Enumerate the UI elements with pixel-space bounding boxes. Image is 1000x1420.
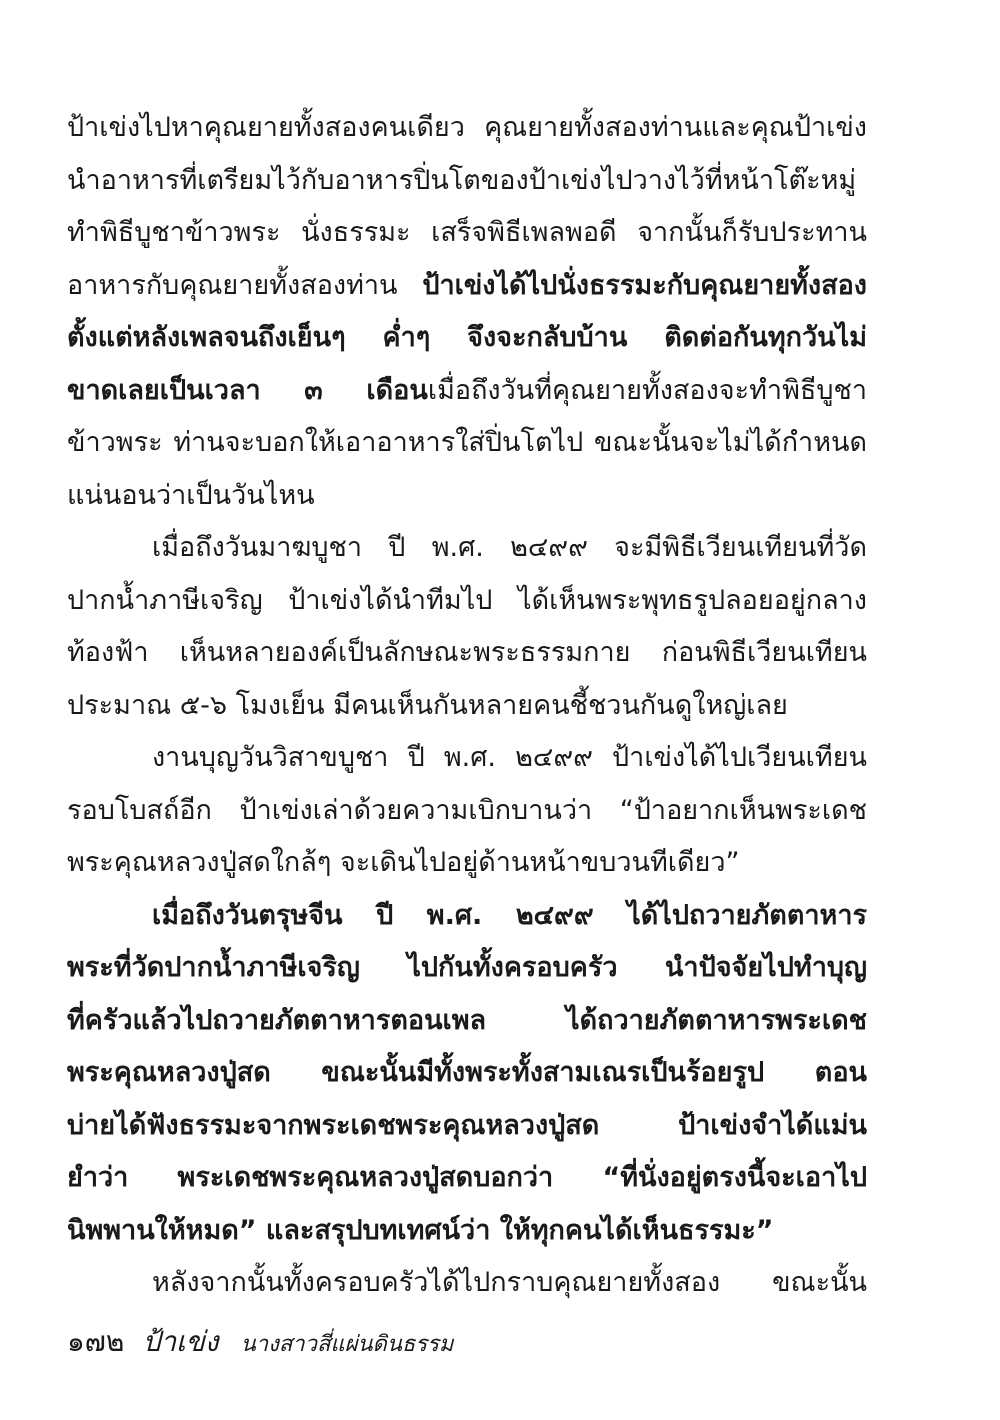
text-line [67, 1152, 867, 1205]
text-segment: เมื่อถึงวันที่คุณยายทั้งสองจะทำพิธีบูชา [427, 374, 867, 406]
text-segment: หลังจากนั้นทั้งครอบครัวได้ไปกราบคุณยายทั้งสอง ขณะนั้น [152, 1267, 867, 1298]
text-segment: อาหารกับคุณยายทั้งสองท่าน [67, 269, 423, 301]
text-line [67, 260, 867, 313]
bold-text-segment: ที่ครัวแล้วไปถวายภัตตาหารตอนเพล ได้ถวายภัตตาหารพระเดช [67, 1004, 867, 1036]
text-segment: ทำพิธีบูชาข้าวพระ นั่งธรรมะ เสร็จพิธีเพลพอดี จากนั้นก็รับประทาน [67, 217, 867, 248]
page-number: ๑๗๒ [67, 1325, 125, 1358]
text-line [67, 1047, 867, 1100]
text-line [67, 732, 867, 785]
text-segment: พระคุณหลวงปู่สดใกล้ๆ จะเดินไปอยู่ด้านหน้าขบวนทีเดียว” [67, 847, 740, 878]
bold-text-segment: ขาดเลยเป็นเวลา ๓ เดือน [67, 374, 428, 406]
text-segment: ท้องฟ้า เห็นหลายองค์เป็นลักษณะพระธรรมกาย ก่อนพิธีเวียนเทียน [67, 637, 867, 668]
bold-text-segment: บ่ายได้ฟังธรรมะจากพระเดชพระคุณหลวงปู่สด ป้าเข่งจำได้แม่น [67, 1109, 867, 1141]
text-line [67, 627, 867, 680]
text-line [67, 207, 867, 260]
text-line [67, 1205, 867, 1258]
text-line [67, 942, 867, 995]
text-line [67, 680, 867, 733]
body-text [67, 102, 867, 1310]
text-line [67, 785, 867, 838]
text-line [67, 837, 867, 890]
text-segment: เมื่อถึงวันมาฆบูชา ปี พ.ศ. ๒๔๙๙ จะมีพิธีเวียนเทียนที่วัด [152, 532, 867, 563]
bold-text-segment: ป้าเข่งได้ไปนั่งธรรมะกับคุณยายทั้งสอง [422, 269, 867, 301]
bold-text-segment: เมื่อถึงวันตรุษจีน ปี พ.ศ. ๒๔๙๙ ได้ไปถวายภัตตาหาร [152, 899, 867, 931]
text-segment: ประมาณ ๕-๖ โมงเย็น มีคนเห็นกันหลายคนชี้ชวนกันดูใหญ่เลย [67, 689, 788, 721]
bold-text-segment: ตั้งแต่หลังเพลจนถึงเย็นๆ ค่ำๆ จึงจะกลับบ้าน ติดต่อกันทุกวันไม่ [67, 322, 867, 353]
text-line [67, 365, 867, 418]
text-line [67, 1100, 867, 1153]
text-segment: แน่นอนว่าเป็นวันไหน [67, 479, 315, 511]
footer-subject: ป้าเข่ง [142, 1325, 219, 1358]
page-footer [67, 1322, 453, 1362]
text-line [67, 312, 867, 365]
text-segment: ข้าวพระ ท่านจะบอกให้เอาอาหารใส่ปิ่นโตไป ขณะนั้นจะไม่ได้กำหนด [67, 427, 867, 458]
footer-book-title: นางสาวสี่แผ่นดินธรรม [240, 1332, 454, 1357]
text-line [67, 995, 867, 1048]
text-segment: ปากน้ำภาษีเจริญ ป้าเข่งได้นำทีมไป ได้เห็นพระพุทธรูปลอยอยู่กลาง [67, 584, 867, 616]
text-segment: งานบุญวันวิสาขบูชา ปี พ.ศ. ๒๔๙๙ ป้าเข่งได้ไปเวียนเทียน [152, 742, 867, 773]
text-line [67, 155, 867, 208]
bold-text-segment: ยำว่า พระเดชพระคุณหลวงปู่สดบอกว่า “ที่นั่งอยู่ตรงนี้จะเอาไป [67, 1162, 867, 1193]
text-line [67, 890, 867, 943]
text-line [67, 102, 867, 155]
text-line [67, 470, 867, 523]
text-line [67, 1257, 867, 1310]
bold-text-segment: นิพพานให้หมด” และสรุปบทเทศน์ว่า ให้ทุกคนได้เห็นธรรมะ” [67, 1214, 774, 1246]
text-line [67, 575, 867, 628]
text-segment: นำอาหารที่เตรียมไว้กับอาหารปิ่นโตของป้าเข่งไปวางไว้ที่หน้าโต๊ะหมู่ [67, 164, 857, 196]
text-line [67, 417, 867, 470]
text-segment: รอบโบสถ์อีก ป้าเข่งเล่าด้วยความเบิกบานว่า “ป้าอยากเห็นพระเดช [67, 794, 867, 826]
text-segment: ป้าเข่งไปหาคุณยายทั้งสองคนเดียว คุณยายทั้งสองท่านและคุณป้าเข่ง [67, 112, 867, 143]
bold-text-segment: พระคุณหลวงปู่สด ขณะนั้นมีทั้งพระทั้งสามเณรเป็นร้อยรูป ตอน [67, 1057, 867, 1088]
bold-text-segment: พระที่วัดปากน้ำภาษีเจริญ ไปกันทั้งครอบครัว นำปัจจัยไปทำบุญ [67, 952, 867, 983]
text-line [67, 522, 867, 575]
